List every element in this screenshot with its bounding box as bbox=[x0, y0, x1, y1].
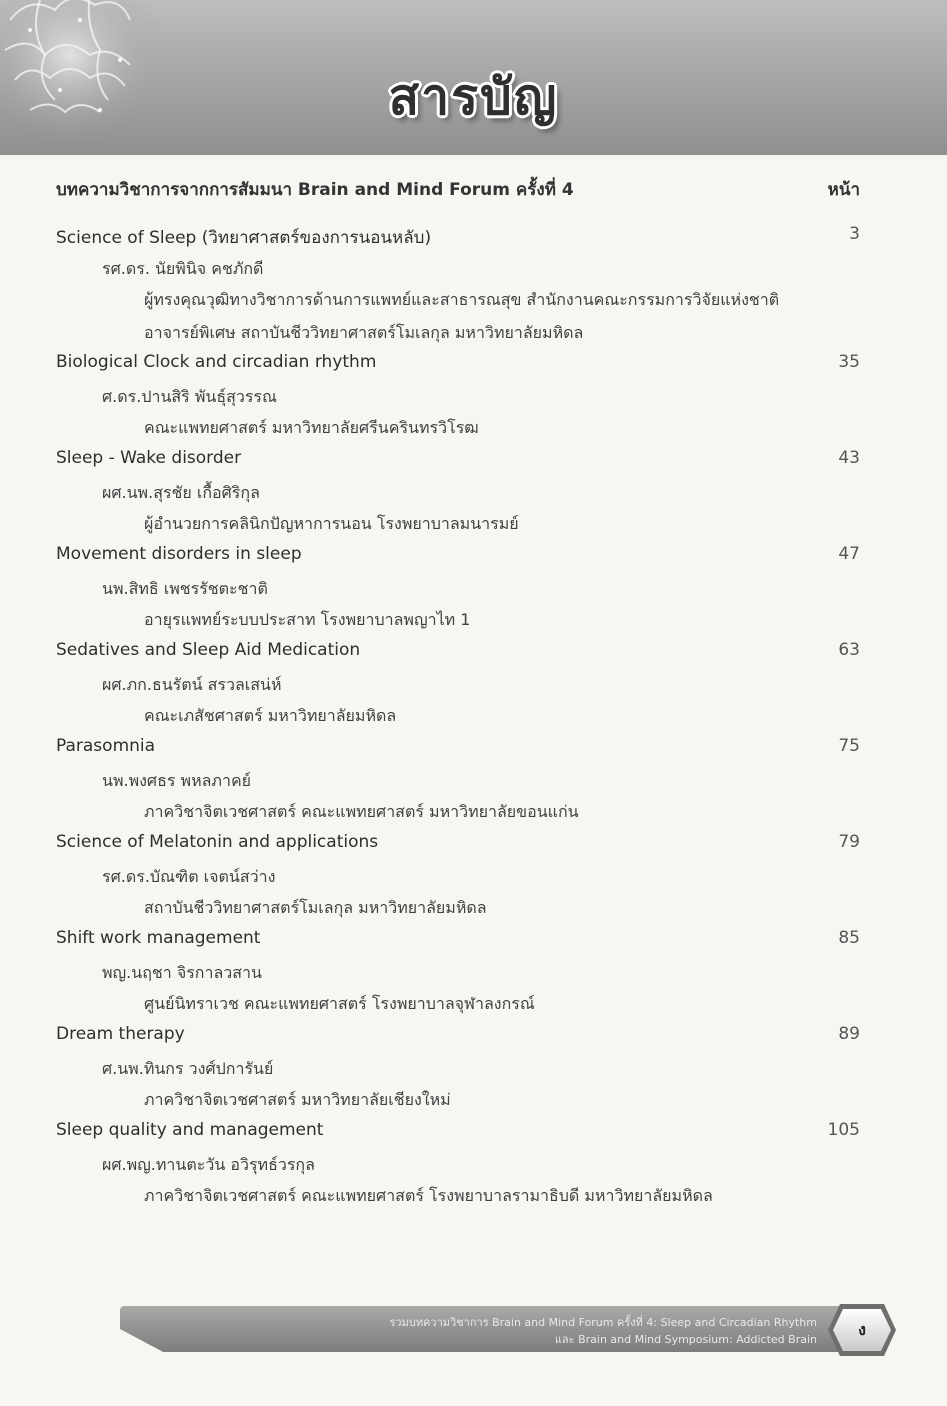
toc-subtitle: บทความวิชาการจากการสัมมนา Brain and Mind Forum ครั้งที่ 4 bbox=[56, 180, 574, 200]
entry-author: ผศ.ภก.ธนรัตน์ สรวลเสน่ห์ bbox=[102, 675, 282, 694]
entry-author: ผศ.นพ.สุรชัย เกื้อศิริกุล bbox=[102, 483, 260, 502]
entry-page: 89 bbox=[838, 1024, 860, 1044]
page-column-label: หน้า bbox=[827, 180, 860, 200]
entry-author: รศ.ดร.บัณฑิต เจตน์สว่าง bbox=[102, 867, 276, 886]
entry-page: 43 bbox=[838, 448, 860, 468]
entry-title: Movement disorders in sleep bbox=[56, 544, 302, 564]
entry-title: Parasomnia bbox=[56, 736, 156, 756]
entry-page: 35 bbox=[838, 352, 860, 372]
entry-author: นพ.พงศธร พหลภาคย์ bbox=[102, 771, 252, 790]
entry-title: Science of Melatonin and applications bbox=[56, 832, 379, 852]
entry-author: ศ.ดร.ปานสิริ พันธุ์สุวรรณ bbox=[102, 387, 277, 406]
entry-affiliation: คณะเภสัชศาสตร์ มหาวิทยาลัยมหิดล bbox=[144, 706, 397, 725]
footer-caption bbox=[390, 1314, 818, 1348]
entry-page: 85 bbox=[838, 928, 860, 948]
entry-affiliation: สถาบันชีววิทยาศาสตร์โมเลกุล มหาวิทยาลัยมหิดล bbox=[144, 898, 487, 917]
entry-author: ศ.นพ.ทินกร วงศ์ปการันย์ bbox=[102, 1059, 274, 1078]
toc-entry[interactable] bbox=[56, 352, 860, 448]
entry-affiliation: ผู้อำนวยการคลินิกปัญหาการนอน โรงพยาบาลมนารมย์ bbox=[144, 514, 519, 533]
entry-title: Dream therapy bbox=[56, 1024, 185, 1044]
entry-author: ผศ.พญ.ทานตะวัน อวิรุทธ์วรกุล bbox=[102, 1155, 315, 1174]
entry-title: Biological Clock and circadian rhythm bbox=[56, 352, 377, 372]
toc-entry[interactable] bbox=[56, 544, 860, 640]
header-banner bbox=[0, 0, 947, 155]
entry-title: Sleep - Wake disorder bbox=[56, 448, 242, 468]
page-number: ง bbox=[858, 1320, 866, 1339]
entry-page: 3 bbox=[849, 224, 860, 244]
entry-affiliation: ภาควิชาจิตเวชศาสตร์ คณะแพทยศาสตร์ มหาวิทยาลัยขอนแก่น bbox=[144, 802, 579, 821]
entry-title: Sleep quality and management bbox=[56, 1120, 324, 1140]
entry-title: Science of Sleep (วิทยาศาสตร์ของการนอนหลับ) bbox=[56, 228, 432, 248]
entry-author: รศ.ดร. นัยพินิจ คชภักดี bbox=[102, 259, 264, 278]
footer-line-2: และ Brain and Mind Symposium: Addicted Brain bbox=[554, 1333, 817, 1346]
entry-title: Sedatives and Sleep Aid Medication bbox=[56, 640, 361, 660]
toc-entry[interactable] bbox=[56, 832, 860, 928]
toc-entry[interactable] bbox=[56, 448, 860, 544]
entry-affiliation-2: อาจารย์พิเศษ สถาบันชีววิทยาศาสตร์โมเลกุล มหาวิทยาลัยมหิดล bbox=[144, 323, 584, 342]
toc-entry[interactable] bbox=[56, 224, 860, 352]
entry-affiliation: ภาควิชาจิตเวชศาสตร์ คณะแพทยศาสตร์ โรงพยาบาลรามาธิบดี มหาวิทยาลัยมหิดล bbox=[144, 1186, 713, 1205]
entry-page: 79 bbox=[838, 832, 860, 852]
entry-page: 105 bbox=[827, 1120, 860, 1140]
entry-title: Shift work management bbox=[56, 928, 261, 948]
toc-entry[interactable] bbox=[56, 640, 860, 736]
entry-affiliation: อายุรแพทย์ระบบประสาท โรงพยาบาลพญาไท 1 bbox=[144, 610, 471, 629]
toc-heading bbox=[56, 176, 860, 204]
toc-list bbox=[56, 224, 860, 1216]
page-title: สารบัญ bbox=[388, 68, 559, 126]
entry-affiliation: ศูนย์นิทราเวช คณะแพทยศาสตร์ โรงพยาบาลจุฬาลงกรณ์ bbox=[144, 994, 535, 1013]
toc-entry[interactable] bbox=[56, 928, 860, 1024]
entry-affiliation: ภาควิชาจิตเวชศาสตร์ มหาวิทยาลัยเชียงใหม่ bbox=[144, 1090, 451, 1109]
toc-entry[interactable] bbox=[56, 736, 860, 832]
toc-entry[interactable] bbox=[56, 1024, 860, 1120]
entry-page: 63 bbox=[838, 640, 860, 660]
footer-line-1: รวมบทความวิชาการ Brain and Mind Forum ครั้งที่ 4: Sleep and Circadian Rhythm bbox=[389, 1316, 817, 1329]
entry-affiliation: ผู้ทรงคุณวุฒิทางวิชาการด้านการแพทย์และสาธารณสุข สำนักงานคณะกรรมการวิจัยแห่งชาติ bbox=[144, 290, 780, 309]
entry-author: พญ.นฤชา จิรกาลวสาน bbox=[102, 963, 262, 982]
entry-author: นพ.สิทธิ เพชรรัชตะชาติ bbox=[102, 579, 268, 598]
entry-page: 75 bbox=[838, 736, 860, 756]
toc-entry[interactable] bbox=[56, 1120, 860, 1216]
entry-affiliation: คณะแพทยศาสตร์ มหาวิทยาลัยศรีนครินทรวิโรฒ bbox=[144, 418, 479, 437]
entry-page: 47 bbox=[838, 544, 860, 564]
